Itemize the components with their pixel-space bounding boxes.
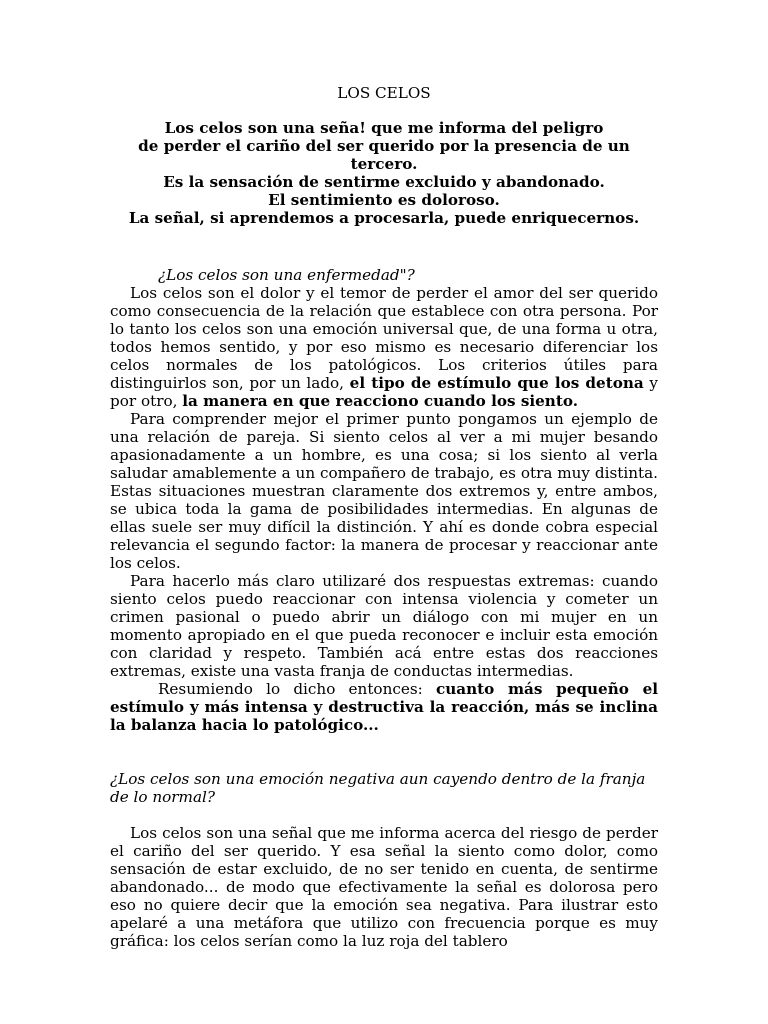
paragraph-1 — [110, 284, 658, 410]
intro-line-3: Es la sensación de sentirme excluido y abandonado. — [163, 173, 605, 191]
document-title: LOS CELOS — [337, 84, 431, 102]
intro-line-1: Los celos son una seña! que me informa del peligro — [164, 119, 604, 137]
question-heading-2: ¿Los celos son una emoción negativa aun cayendo dentro de la franja de lo normal? — [110, 770, 646, 806]
paragraph-1-bold-a: el tipo de estímulo que los detona — [349, 374, 644, 392]
intro-line-2: de perder el cariño del ser querido por la presencia de un tercero. — [138, 137, 630, 173]
paragraph-1-bold-b: la manera en que reacciono cuando los siento. — [182, 392, 579, 410]
intro-line-4: El sentimiento es doloroso. — [268, 191, 500, 209]
paragraph-4 — [110, 680, 658, 734]
paragraph-1-text-a: Los celos son el dolor y el temor de perder el amor del ser querido como consecuencia de la relación que establece con otra persona. Por lo tanto los celos son una emoción universal que, de una forma u otra, todos hemos sentido, y por eso mismo es necesario diferenciar los celos normales de los patológicos. Los criterios útiles para distinguirlos son, por un lado, — [110, 284, 658, 392]
document-body — [110, 84, 658, 950]
intro-line-5: La señal, si aprendemos a procesarla, puede enriquecernos. — [128, 209, 640, 227]
intro-block — [110, 119, 658, 227]
paragraph-4-bold: cuanto más pequeño el estímulo y más intensa y destructiva la reacción, más se inclina la balanza hacia lo patológico... — [110, 680, 659, 734]
paragraph-1-text-b: y por otro, — [110, 374, 658, 410]
paragraph-2: Para comprender mejor el primer punto pongamos un ejemplo de una relación de pareja. Si siento celos al ver a mi mujer besando apasionadamente a un hombre, es una cosa; si los siento al verla saludar amablemente a un compañero de trabajo, es otra muy distinta. Estas situaciones muestran claramente dos extremos y, entre ambos, se ubica toda la gama de posibilidades intermedias. En algunas de ellas suele ser muy difícil la distinción. Y ahí es donde cobra especial relevancia el segundo factor: la manera de procesar y reaccionar ante los celos. — [110, 410, 658, 572]
paragraph-3: Para hacerlo más claro utilizaré dos respuestas extremas: cuando siento celos puedo reaccionar con intensa violencia y cometer un crimen pasional o puedo abrir un diálogo con mi mujer en un momento apropiado en el que pueda reconocer e incluir esta emoción con claridad y respeto. También acá entre estas dos reacciones extremas, existe una vasta franja de conductas intermedias. — [110, 572, 658, 680]
paragraph-5: Los celos son una señal que me informa acerca del riesgo de perder el cariño del ser querido. Y esa señal la siento como dolor, como sensación de estar excluido, de no ser tenido en cuenta, de sentirme abandonado... de modo que efectivamente la señal es dolorosa pero eso no quiere decir que la emoción sea negativa. Para ilustrar esto apelaré a una metáfora que utilizo con frecuencia porque es muy gráfica: los celos serían como la luz roja del tablero — [110, 824, 658, 950]
paragraph-4-text: Resumiendo lo dicho entonces: — [158, 680, 436, 698]
question-heading-1: ¿Los celos son una enfermedad"? — [158, 266, 415, 284]
